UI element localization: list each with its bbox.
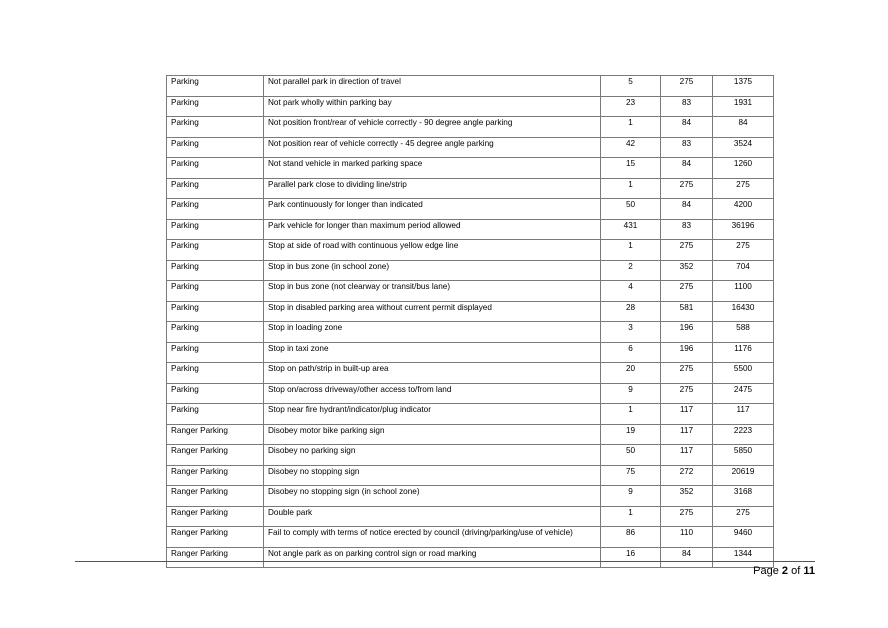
cell-offence: Stop on/across driveway/other access to/from land (264, 383, 601, 404)
cell-total: 4200 (713, 199, 774, 220)
cell-category: Parking (167, 158, 264, 179)
cell-category: Parking (167, 383, 264, 404)
cell-count: 16 (601, 547, 661, 568)
table-row (167, 383, 774, 404)
cell-fee: 272 (661, 465, 713, 486)
cell-fee: 275 (661, 383, 713, 404)
cell-category: Parking (167, 240, 264, 261)
cell-fee: 275 (661, 506, 713, 527)
cell-total: 704 (713, 260, 774, 281)
table-row (167, 301, 774, 322)
cell-total: 2475 (713, 383, 774, 404)
footer-divider (75, 561, 815, 562)
table-row (167, 137, 774, 158)
cell-offence: Park continuously for longer than indicated (264, 199, 601, 220)
cell-offence: Stop in bus zone (in school zone) (264, 260, 601, 281)
cell-category: Parking (167, 260, 264, 281)
cell-fee: 275 (661, 281, 713, 302)
cell-count: 75 (601, 465, 661, 486)
cell-fee: 581 (661, 301, 713, 322)
cell-fee: 117 (661, 404, 713, 425)
cell-category: Ranger Parking (167, 424, 264, 445)
cell-count: 6 (601, 342, 661, 363)
cell-total: 1100 (713, 281, 774, 302)
cell-total: 9460 (713, 527, 774, 548)
cell-total: 1260 (713, 158, 774, 179)
cell-fee: 275 (661, 178, 713, 199)
cell-offence: Disobey motor bike parking sign (264, 424, 601, 445)
current-page: 2 (781, 565, 789, 577)
cell-offence: Park vehicle for longer than maximum period allowed (264, 219, 601, 240)
table-row (167, 363, 774, 384)
cell-category: Parking (167, 178, 264, 199)
cell-total: 84 (713, 117, 774, 138)
cell-count: 50 (601, 199, 661, 220)
cell-category: Parking (167, 117, 264, 138)
table-row (167, 117, 774, 138)
cell-fee: 352 (661, 486, 713, 507)
cell-fee: 196 (661, 342, 713, 363)
table-row (167, 158, 774, 179)
table-row (167, 527, 774, 548)
cell-offence: Disobey no parking sign (264, 445, 601, 466)
cell-category: Ranger Parking (167, 547, 264, 568)
cell-category: Ranger Parking (167, 506, 264, 527)
cell-category: Parking (167, 342, 264, 363)
cell-total: 20619 (713, 465, 774, 486)
cell-fee: 352 (661, 260, 713, 281)
of-label: of (791, 565, 801, 577)
cell-offence: Not position rear of vehicle correctly - 45 degree angle parking (264, 137, 601, 158)
cell-category: Parking (167, 301, 264, 322)
table-row (167, 465, 774, 486)
cell-count: 9 (601, 383, 661, 404)
cell-total: 588 (713, 322, 774, 343)
cell-count: 23 (601, 96, 661, 117)
cell-count: 1 (601, 117, 661, 138)
cell-offence: Not park wholly within parking bay (264, 96, 601, 117)
cell-offence: Stop in loading zone (264, 322, 601, 343)
table-row (167, 240, 774, 261)
cell-total: 1931 (713, 96, 774, 117)
cell-offence: Stop in taxi zone (264, 342, 601, 363)
cell-offence: Disobey no stopping sign (in school zone) (264, 486, 601, 507)
cell-fee: 275 (661, 76, 713, 97)
cell-offence: Stop at side of road with continuous yellow edge line (264, 240, 601, 261)
table-row (167, 178, 774, 199)
cell-category: Parking (167, 76, 264, 97)
cell-count: 1 (601, 404, 661, 425)
cell-category: Parking (167, 363, 264, 384)
cell-total: 36196 (713, 219, 774, 240)
cell-offence: Disobey no stopping sign (264, 465, 601, 486)
cell-total: 1344 (713, 547, 774, 568)
table-row (167, 486, 774, 507)
cell-fee: 84 (661, 199, 713, 220)
cell-count: 28 (601, 301, 661, 322)
cell-category: Ranger Parking (167, 486, 264, 507)
cell-count: 15 (601, 158, 661, 179)
cell-count: 4 (601, 281, 661, 302)
cell-fee: 84 (661, 158, 713, 179)
offences-table-body (167, 76, 774, 568)
cell-category: Parking (167, 322, 264, 343)
table-row (167, 96, 774, 117)
cell-total: 3524 (713, 137, 774, 158)
cell-category: Ranger Parking (167, 465, 264, 486)
cell-fee: 84 (661, 117, 713, 138)
cell-total: 16430 (713, 301, 774, 322)
table-row (167, 404, 774, 425)
cell-total: 5500 (713, 363, 774, 384)
cell-offence: Not position front/rear of vehicle correctly - 90 degree angle parking (264, 117, 601, 138)
cell-total: 1375 (713, 76, 774, 97)
offences-table (166, 75, 774, 568)
cell-count: 9 (601, 486, 661, 507)
cell-fee: 84 (661, 547, 713, 568)
cell-fee: 275 (661, 240, 713, 261)
table-row (167, 506, 774, 527)
cell-offence: Stop in bus zone (not clearway or transit/bus lane) (264, 281, 601, 302)
cell-fee: 110 (661, 527, 713, 548)
cell-count: 20 (601, 363, 661, 384)
cell-count: 1 (601, 178, 661, 199)
cell-fee: 83 (661, 137, 713, 158)
cell-count: 2 (601, 260, 661, 281)
cell-fee: 117 (661, 445, 713, 466)
table-row (167, 281, 774, 302)
table-row (167, 445, 774, 466)
page-number (753, 565, 815, 577)
cell-offence: Not parallel park in direction of travel (264, 76, 601, 97)
total-pages: 11 (803, 565, 815, 577)
table-row (167, 342, 774, 363)
cell-offence: Stop in disabled parking area without current permit displayed (264, 301, 601, 322)
cell-category: Parking (167, 219, 264, 240)
cell-total: 275 (713, 506, 774, 527)
cell-total: 275 (713, 240, 774, 261)
cell-category: Parking (167, 404, 264, 425)
cell-offence: Not stand vehicle in marked parking space (264, 158, 601, 179)
cell-fee: 275 (661, 363, 713, 384)
table-row (167, 322, 774, 343)
table-row (167, 199, 774, 220)
cell-category: Parking (167, 281, 264, 302)
cell-total: 275 (713, 178, 774, 199)
cell-category: Parking (167, 137, 264, 158)
cell-total: 3168 (713, 486, 774, 507)
cell-count: 42 (601, 137, 661, 158)
table-row (167, 260, 774, 281)
cell-offence: Fail to comply with terms of notice erected by council (driving/parking/use of vehicle) (264, 527, 601, 548)
cell-total: 2223 (713, 424, 774, 445)
page-label: Page (753, 565, 779, 577)
table-row (167, 76, 774, 97)
cell-count: 1 (601, 240, 661, 261)
cell-count: 431 (601, 219, 661, 240)
cell-offence: Parallel park close to dividing line/strip (264, 178, 601, 199)
cell-count: 5 (601, 76, 661, 97)
cell-total: 117 (713, 404, 774, 425)
cell-total: 5850 (713, 445, 774, 466)
table-row (167, 547, 774, 568)
cell-count: 1 (601, 506, 661, 527)
cell-offence: Stop near fire hydrant/indicator/plug indicator (264, 404, 601, 425)
cell-total: 1176 (713, 342, 774, 363)
cell-count: 50 (601, 445, 661, 466)
cell-fee: 83 (661, 219, 713, 240)
cell-offence: Not angle park as on parking control sign or road marking (264, 547, 601, 568)
cell-offence: Double park (264, 506, 601, 527)
cell-fee: 117 (661, 424, 713, 445)
cell-category: Parking (167, 199, 264, 220)
cell-category: Ranger Parking (167, 445, 264, 466)
cell-fee: 83 (661, 96, 713, 117)
cell-fee: 196 (661, 322, 713, 343)
table-row (167, 219, 774, 240)
cell-offence: Stop on path/strip in built-up area (264, 363, 601, 384)
cell-category: Parking (167, 96, 264, 117)
table-row (167, 424, 774, 445)
cell-count: 86 (601, 527, 661, 548)
cell-count: 3 (601, 322, 661, 343)
cell-count: 19 (601, 424, 661, 445)
cell-category: Ranger Parking (167, 527, 264, 548)
